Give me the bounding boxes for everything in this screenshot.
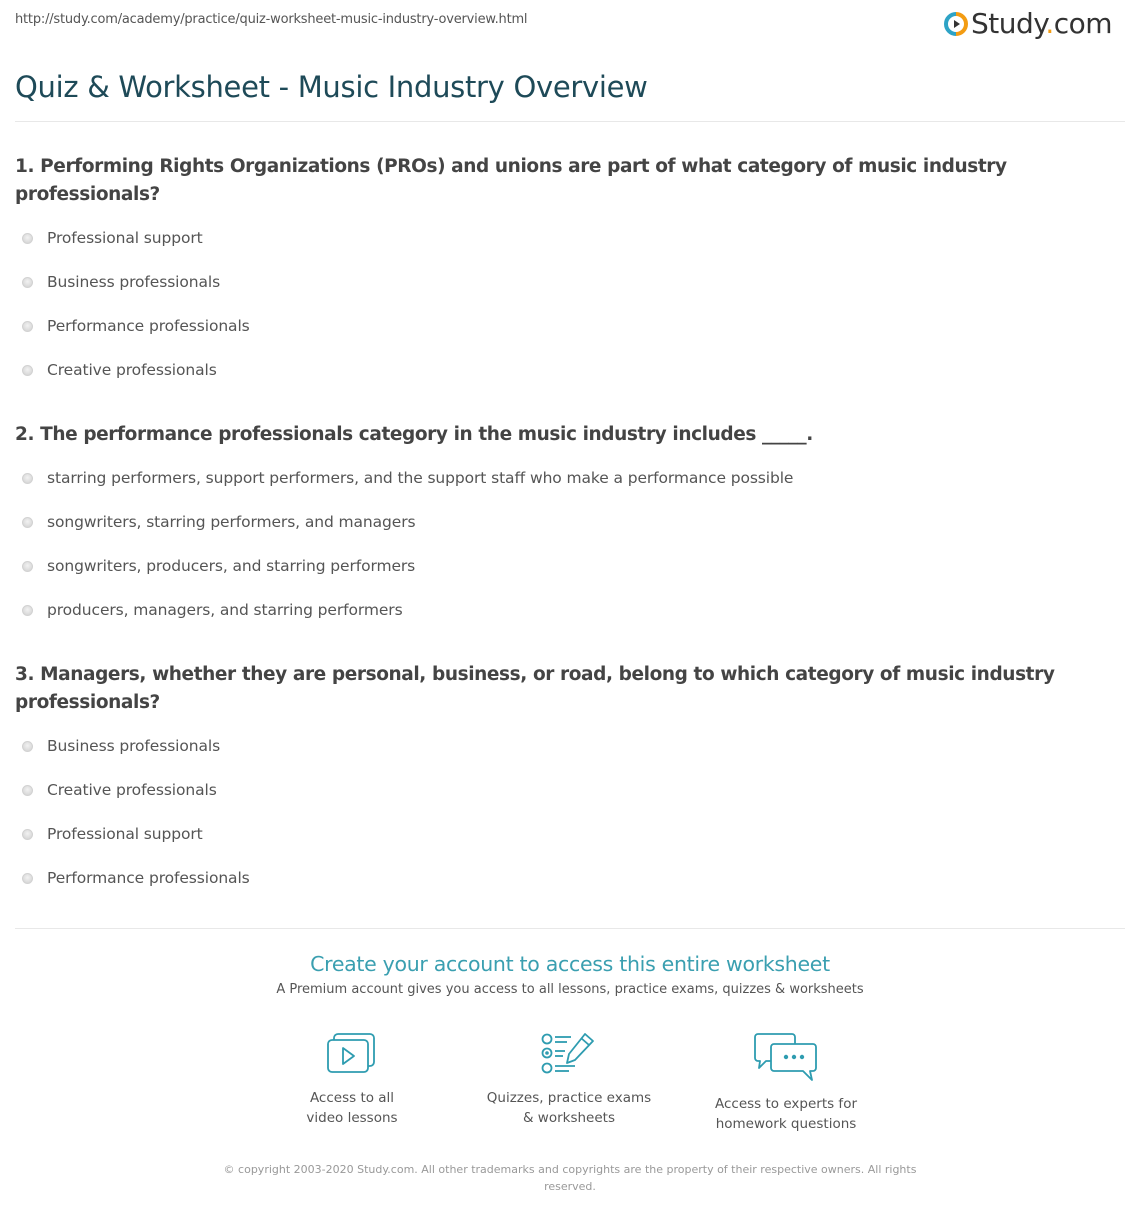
radio-button[interactable] bbox=[22, 233, 33, 244]
q2-option-1[interactable]: starring performers, support performers, and the support staff who make a performance possible bbox=[22, 467, 793, 489]
q2-option-4[interactable]: producers, managers, and starring performers bbox=[22, 599, 403, 621]
copyright-notice: © copyright 2003-2020 Study.com. All other trademarks and copyrights are the property of their respective owners. All rights reserved. bbox=[223, 1163, 917, 1193]
page-title: Quiz & Worksheet - Music Industry Overview bbox=[15, 70, 648, 104]
radio-button[interactable] bbox=[22, 321, 33, 332]
cta-subtitle: A Premium account gives you access to all lessons, practice exams, quizzes & worksheets bbox=[276, 982, 864, 997]
q2-option-3[interactable]: songwriters, producers, and starring performers bbox=[22, 555, 415, 577]
video-lessons-icon bbox=[326, 1032, 378, 1076]
chat-bubbles-icon bbox=[754, 1032, 818, 1082]
radio-button[interactable] bbox=[22, 605, 33, 616]
feature-experts: Access to experts for homework questions bbox=[686, 1032, 886, 1134]
q1-option-1[interactable]: Professional support bbox=[22, 227, 203, 249]
radio-button[interactable] bbox=[22, 365, 33, 376]
q3-option-4[interactable]: Performance professionals bbox=[22, 867, 250, 889]
feature-video-lessons: Access to all video lessons bbox=[252, 1032, 452, 1128]
question-3-text: 3. Managers, whether they are personal, business, or road, belong to which category of music industry professionals? bbox=[15, 664, 1055, 713]
q2-option-2[interactable]: songwriters, starring performers, and managers bbox=[22, 511, 415, 533]
q3-option-1[interactable]: Business professionals bbox=[22, 735, 220, 757]
radio-button[interactable] bbox=[22, 561, 33, 572]
q1-option-4[interactable]: Creative professionals bbox=[22, 359, 217, 381]
radio-button[interactable] bbox=[22, 517, 33, 528]
radio-button[interactable] bbox=[22, 829, 33, 840]
radio-button[interactable] bbox=[22, 741, 33, 752]
feature-quizzes: Quizzes, practice exams & worksheets bbox=[469, 1032, 669, 1128]
divider bbox=[15, 928, 1125, 929]
logo-wordmark: Study.com bbox=[971, 7, 1113, 40]
q1-option-3[interactable]: Performance professionals bbox=[22, 315, 250, 337]
radio-button[interactable] bbox=[22, 873, 33, 884]
question-1-text: 1. Performing Rights Organizations (PROs) and unions are part of what category of music industry professionals? bbox=[15, 156, 1007, 205]
cta-title-link[interactable]: Create your account to access this entire worksheet bbox=[310, 952, 830, 976]
radio-button[interactable] bbox=[22, 277, 33, 288]
radio-button[interactable] bbox=[22, 785, 33, 796]
radio-button[interactable] bbox=[22, 473, 33, 484]
quiz-checklist-icon bbox=[541, 1032, 597, 1076]
question-2-text: 2. The performance professionals category in the music industry includes _____. bbox=[15, 424, 813, 445]
page-url: http://study.com/academy/practice/quiz-worksheet-music-industry-overview.html bbox=[15, 12, 528, 27]
play-circle-logo-icon bbox=[944, 12, 968, 36]
divider bbox=[15, 121, 1125, 122]
q3-option-2[interactable]: Creative professionals bbox=[22, 779, 217, 801]
q3-option-3[interactable]: Professional support bbox=[22, 823, 203, 845]
q1-option-2[interactable]: Business professionals bbox=[22, 271, 220, 293]
study-logo[interactable] bbox=[944, 9, 1112, 39]
